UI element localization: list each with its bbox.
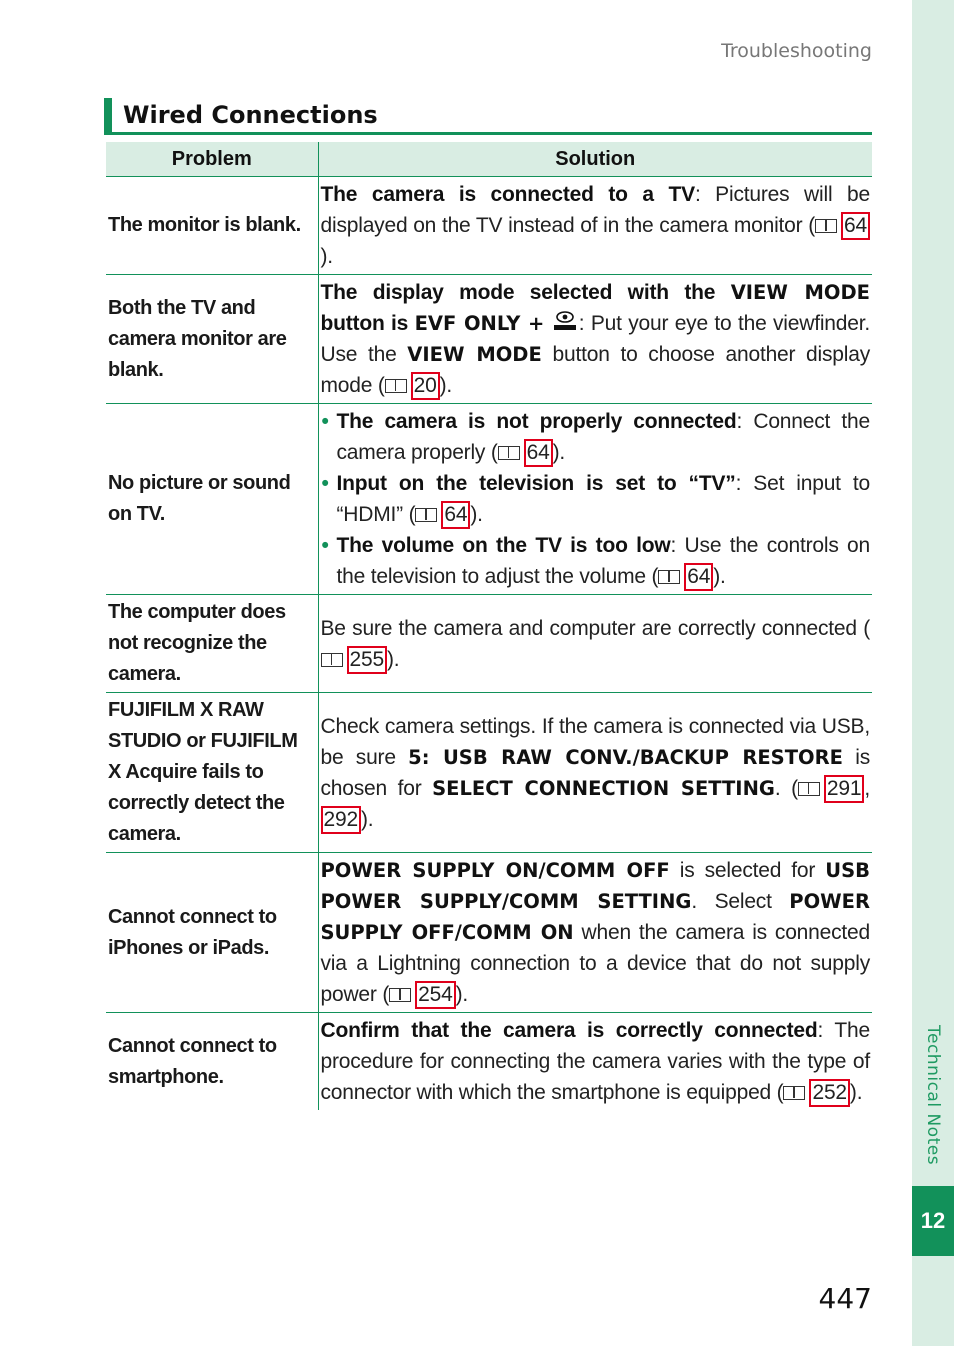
solution-bullet-list [321, 406, 871, 592]
menu-label: VIEW MODE [730, 281, 870, 304]
solution-text: . Select [691, 890, 790, 913]
solution-bold: button is [320, 312, 415, 335]
solution-cell [318, 404, 872, 595]
solution-text: ). [320, 245, 333, 268]
problem-cell: Both the TV and camera monitor are blank. [106, 275, 318, 404]
table-row [106, 595, 872, 693]
solution-bold: The camera is connected to a TV [320, 183, 695, 206]
solution-text: is selected for [669, 859, 826, 882]
solution-text: ). [439, 374, 453, 397]
column-header-problem: Problem [106, 142, 318, 177]
menu-label: VIEW MODE [407, 343, 542, 366]
book-icon [783, 1086, 805, 1100]
problem-cell: No picture or sound on TV. [106, 404, 318, 595]
page-ref-link[interactable]: 64 [524, 439, 553, 467]
menu-label: POWER SUPPLY OFF/COMM ON [320, 890, 870, 944]
solution-cell [318, 693, 872, 853]
page-number: 447 [818, 1282, 872, 1315]
list-item [321, 468, 871, 530]
solution-bold: The camera is not properly connected [336, 410, 737, 433]
solution-bold: The display mode selected with the [320, 281, 731, 304]
solution-text: ). [713, 565, 726, 588]
book-icon [498, 446, 520, 460]
page-ref-link[interactable]: 291 [824, 775, 864, 803]
solution-cell [318, 275, 872, 404]
book-icon [321, 653, 343, 667]
solution-text: is chosen for [320, 745, 870, 800]
solution-text: ). [470, 503, 483, 526]
chapter-tab[interactable] [912, 1186, 954, 1256]
book-icon [385, 379, 407, 393]
book-icon [415, 508, 437, 522]
list-item [321, 530, 871, 592]
page-ref-link[interactable]: 64 [841, 212, 870, 240]
solution-text: ). [455, 983, 469, 1006]
solution-text: Be sure the camera and computer are correctly connected ( [320, 616, 870, 640]
solution-cell [318, 595, 872, 693]
solution-text: : The procedure for connecting the camera varies with the type of connector with which the smartphone is equipped ( [320, 1019, 870, 1104]
book-icon [389, 988, 411, 1002]
menu-label: POWER SUPPLY ON/COMM OFF [320, 859, 670, 882]
column-header-solution: Solution [318, 142, 872, 177]
book-icon [798, 782, 820, 796]
running-header: Troubleshooting [721, 40, 872, 62]
solution-text: ). [849, 1081, 863, 1104]
table-row [106, 177, 872, 275]
solution-text: : Set input to “HDMI” ( [336, 472, 870, 526]
chapter-number: 12 [920, 1208, 946, 1233]
problem-cell: Cannot connect to iPhones or iPads. [106, 853, 318, 1013]
eye-sensor-icon [551, 310, 579, 332]
section-heading [104, 98, 872, 135]
page-ref-link[interactable]: 255 [347, 646, 387, 674]
solution-cell [318, 1013, 872, 1111]
menu-label: USB POWER SUPPLY/COMM SETTING [320, 859, 870, 913]
menu-label: 5: USB RAW CONV./BACKUP RESTORE [408, 745, 843, 769]
solution-text: when the camera is connected via a Lightning connection to a device that do not supply power ( [320, 921, 871, 1006]
table-header-row [106, 142, 872, 177]
table-row [106, 693, 872, 853]
table-row [106, 853, 872, 1013]
solution-text: ). [552, 441, 566, 464]
list-item [321, 406, 871, 468]
book-icon [658, 570, 680, 584]
solution-text: : Put your eye to the viewfinder. Use the [320, 312, 871, 366]
page-ref-link[interactable]: 64 [441, 501, 470, 529]
solution-text: : Use the controls on the television to adjust the volume ( [336, 534, 870, 588]
menu-label: EVF ONLY + [414, 312, 545, 335]
page-ref-link[interactable]: 254 [415, 981, 455, 1009]
section-heading-bar [104, 98, 112, 132]
table-row [106, 404, 872, 595]
solution-text: ). [360, 807, 374, 831]
page-ref-link[interactable]: 64 [684, 563, 713, 591]
solution-text: Check camera settings. If the camera is connected via USB, be sure [320, 714, 870, 769]
solution-cell [318, 177, 872, 275]
side-section-label: Technical Notes [923, 1024, 943, 1166]
page-ref-link[interactable]: 292 [321, 806, 361, 834]
section-title: Wired Connections [123, 101, 378, 129]
solution-text: . ( [774, 776, 798, 800]
solution-text: button to choose another display mode ( [320, 343, 871, 397]
solution-text: : Pictures will be displayed on the TV instead of in the camera monitor ( [320, 183, 870, 237]
table-row [106, 275, 872, 404]
solution-bold: The volume on the TV is too low [336, 534, 671, 557]
page-ref-link[interactable]: 252 [809, 1079, 849, 1107]
ref-separator: , [864, 776, 870, 800]
page-ref-link[interactable]: 20 [411, 372, 440, 400]
table-row [106, 1013, 872, 1111]
problem-cell: The computer does not recognize the camera. [106, 595, 318, 693]
solution-cell [318, 853, 872, 1013]
solution-bold: Input on the television is set to “TV” [336, 472, 736, 495]
problem-cell: Cannot connect to smartphone. [106, 1013, 318, 1111]
problem-cell: The monitor is blank. [106, 177, 318, 275]
book-icon [815, 219, 837, 233]
solution-text: ). [386, 647, 400, 671]
solution-text: : Connect the camera properly ( [336, 410, 870, 464]
troubleshooting-table [106, 142, 872, 1110]
menu-label: SELECT CONNECTION SETTING [432, 776, 775, 800]
solution-bold: Confirm that the camera is correctly connected [320, 1019, 818, 1042]
problem-cell: FUJIFILM X RAW STUDIO or FUJIFILM X Acquire fails to correctly detect the camera. [106, 693, 318, 853]
